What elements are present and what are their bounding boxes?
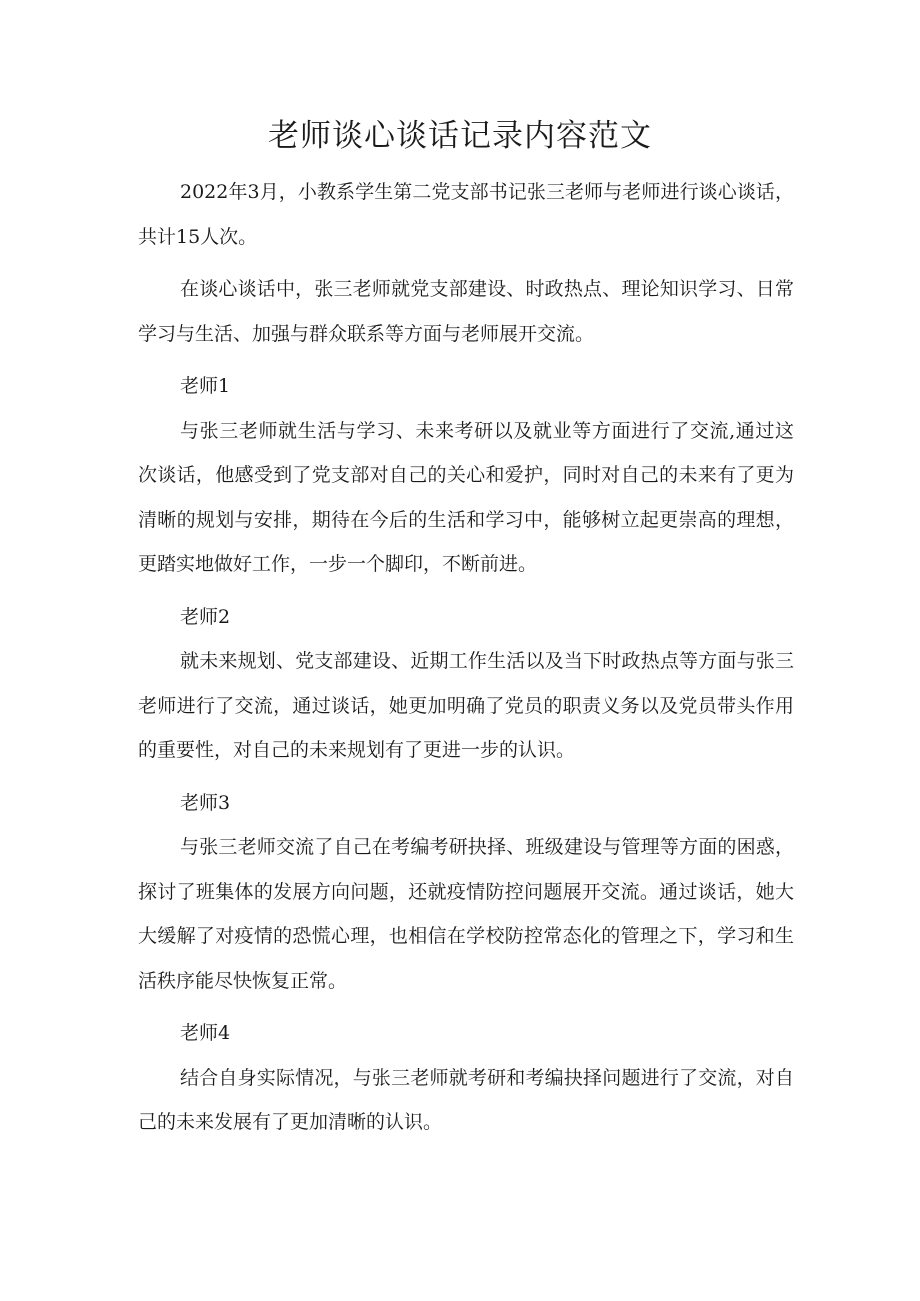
paragraph-intro: 2022年3月，小教系学生第二党支部书记张三老师与老师进行谈心谈话，共计15人次。: [138, 181, 794, 248]
paragraph-teacher-1: 与张三老师就生活与学习、未来考研以及就业等方面进行了交流,通过这次谈话，他感受到了党支部对自己的关心和爱护，同时对自己的未来有了更为清晰的规划与安排，期待在今后的生活和学习中，能够树立起更崇高的理想，更踏实地做好工作，一步一个脚印，不断前进。: [138, 419, 794, 575]
paragraph-teacher-4: 结合自身实际情况，与张三老师就考研和考编抉择问题进行了交流，对自己的未来发展有了更加清晰的认识。: [138, 1066, 794, 1133]
teacher-heading-2: 老师2: [180, 605, 231, 628]
paragraph-teacher-3: 与张三老师交流了自己在考编考研抉择、班级建设与管理等方面的困惑，探讨了班集体的发展方向问题，还就疫情防控问题展开交流。通过谈话，她大大缓解了对疫情的恐慌心理，也相信在学校防控常态化的管理之下，学习和生活秩序能尽快恢复正常。: [138, 836, 794, 992]
document-body: [138, 170, 794, 1145]
document-title: 老师谈心谈话记录内容范文: [268, 118, 652, 154]
paragraph-topics: 在谈心谈话中，张三老师就党支部建设、时政热点、理论知识学习、日常学习与生活、加强与群众联系等方面与老师展开交流。: [138, 278, 794, 345]
paragraph-teacher-2: 就未来规划、党支部建设、近期工作生活以及当下时政热点等方面与张三老师进行了交流，通过谈话，她更加明确了党员的职责义务以及党员带头作用的重要性，对自己的未来规划有了更进一步的认识。: [138, 650, 794, 761]
teacher-heading-4: 老师4: [180, 1022, 231, 1044]
teacher-heading-3: 老师3: [180, 791, 231, 814]
teacher-heading-1: 老师1: [180, 375, 231, 397]
